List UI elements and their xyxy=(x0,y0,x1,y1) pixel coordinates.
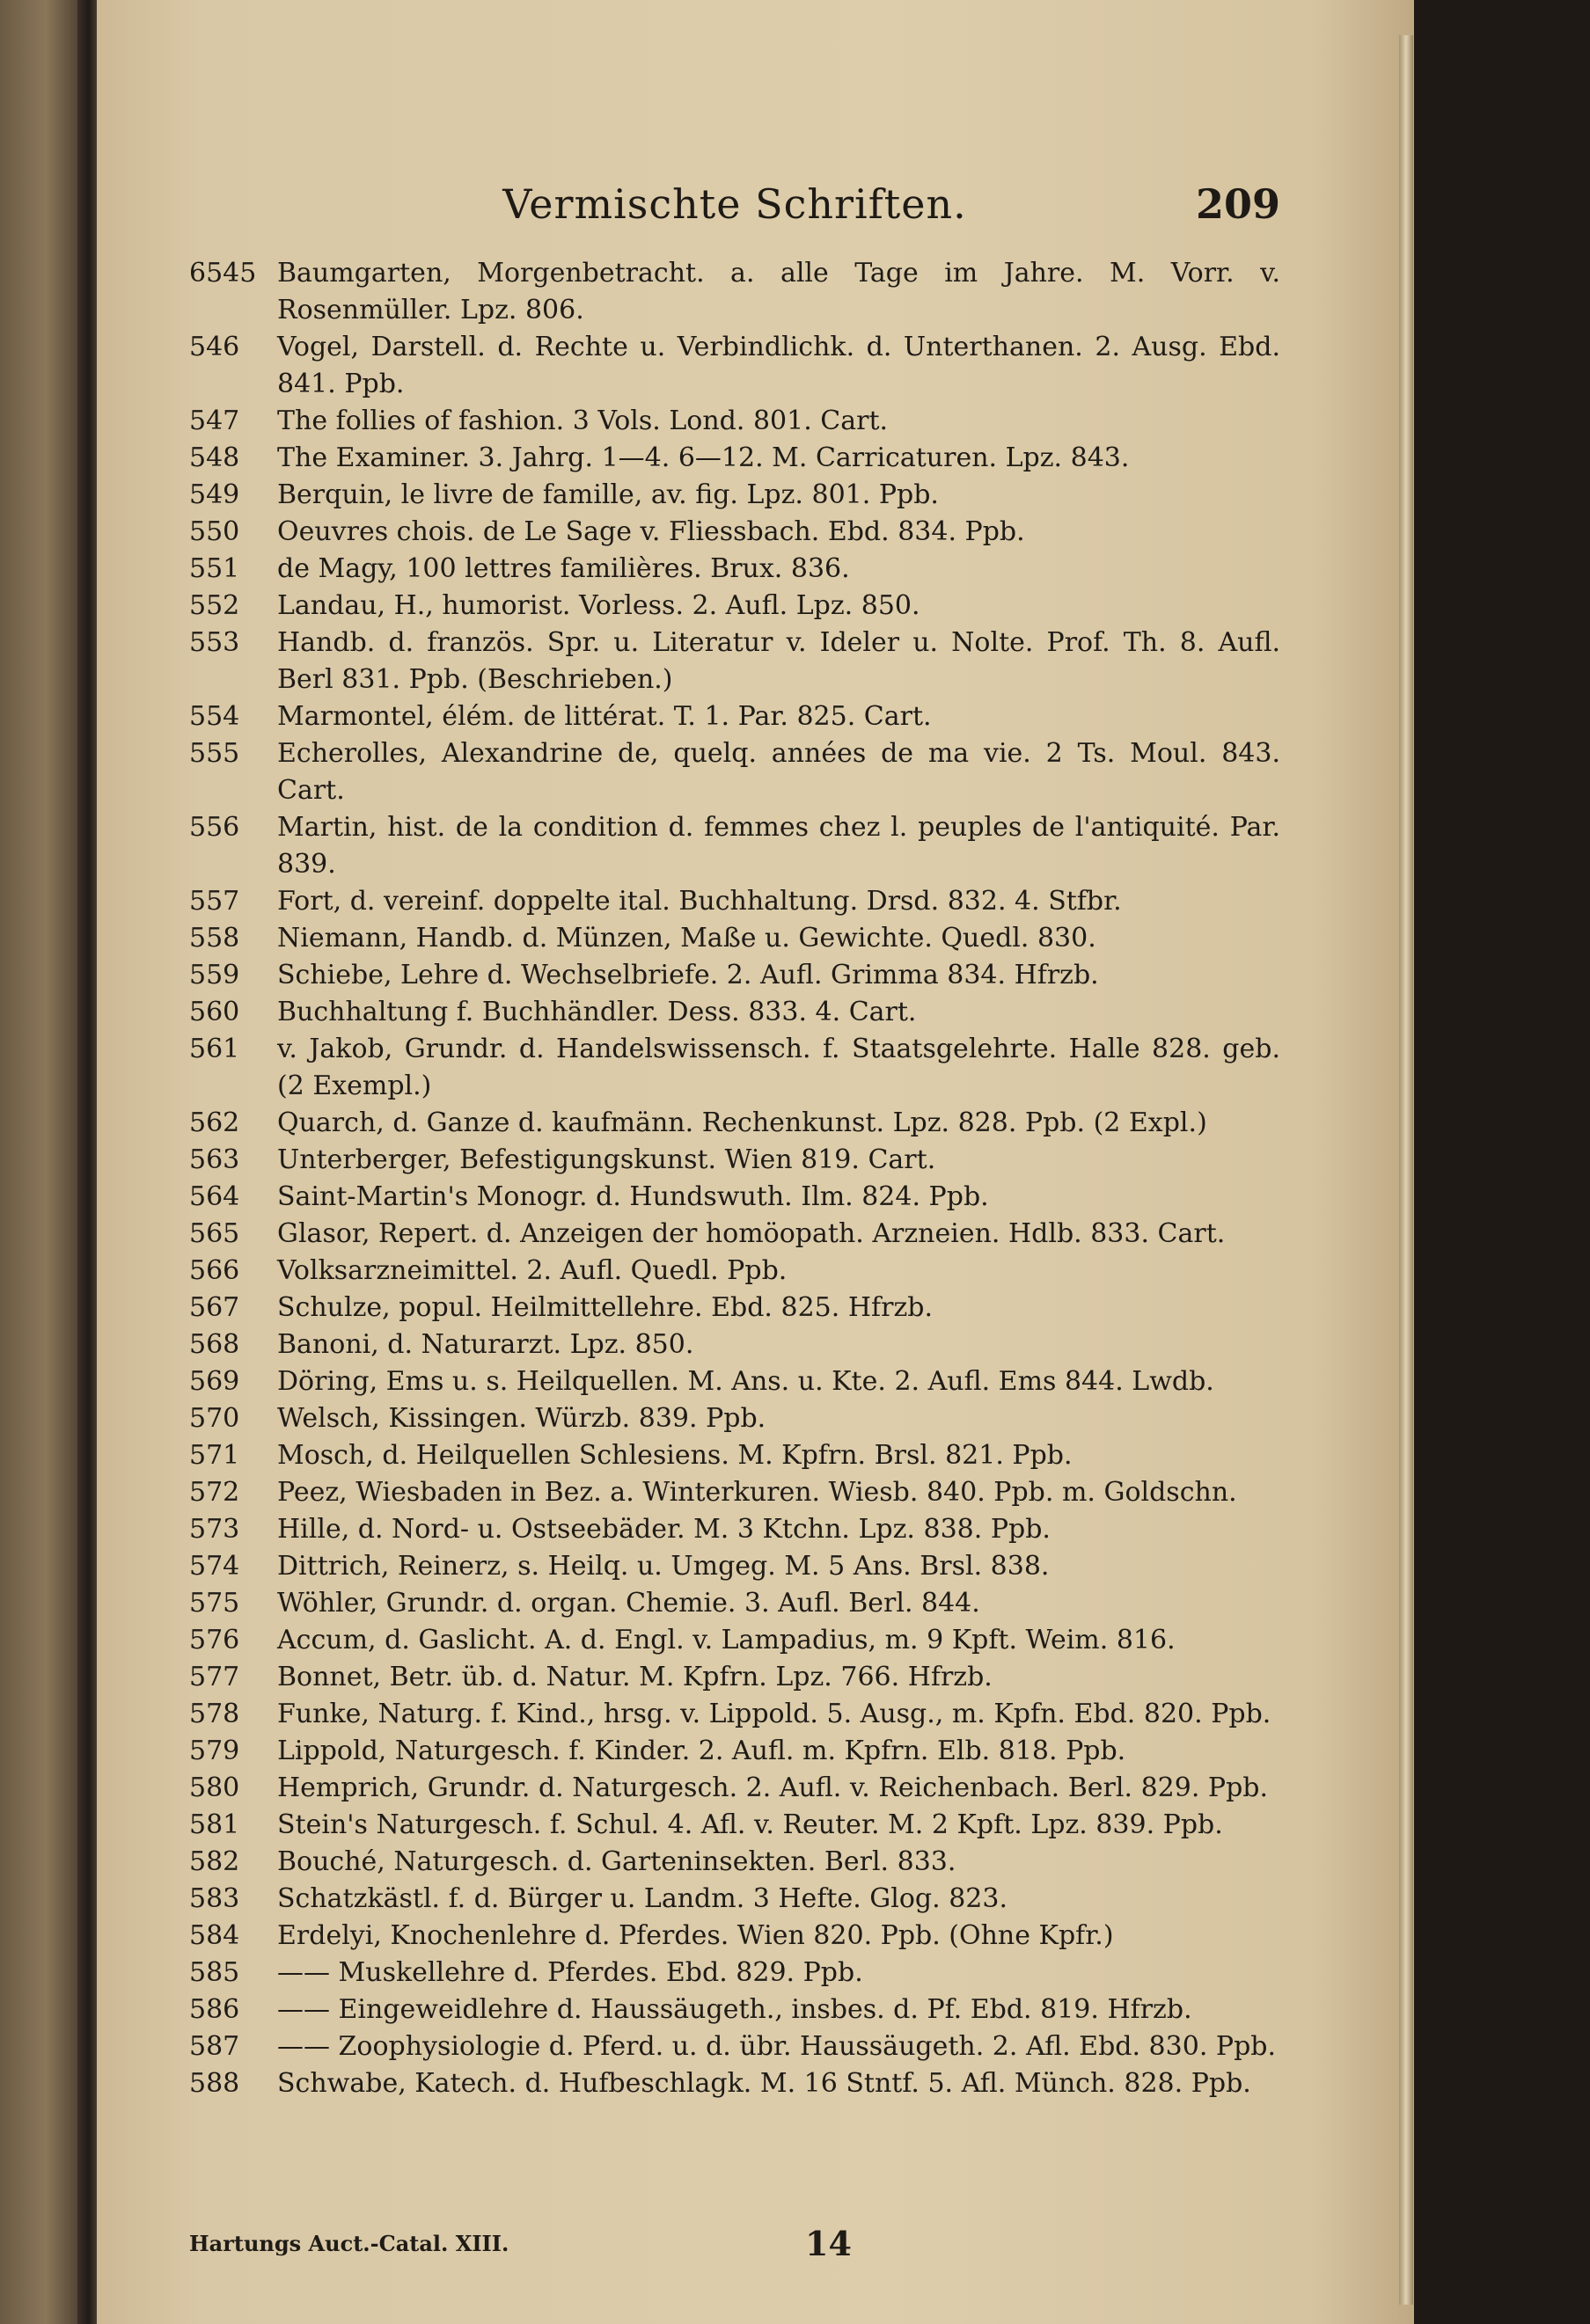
catalog-entry xyxy=(189,1918,1280,1955)
catalog-entry xyxy=(189,1622,1280,1659)
catalog-entry xyxy=(189,440,1280,477)
entry-number: 549 xyxy=(189,479,240,510)
catalog-entry xyxy=(189,994,1280,1031)
catalog-entry xyxy=(189,2065,1280,2102)
catalog-entry xyxy=(189,1142,1280,1179)
entry-number: 585 xyxy=(189,1957,240,1988)
entry-number: 566 xyxy=(189,1255,240,1286)
entry-number: 561 xyxy=(189,1034,240,1064)
catalog-entry xyxy=(189,1400,1280,1437)
entry-number: 577 xyxy=(189,1662,240,1692)
catalog-entry xyxy=(189,1105,1280,1142)
catalog-entry xyxy=(189,735,1280,809)
entry-text: Döring, Ems u. s. Heilquellen. M. Ans. u. Kte. 2. Aufl. Ems 844. Lwdb. xyxy=(277,1366,1214,1397)
entry-number: 573 xyxy=(189,1514,240,1545)
entry-number: 574 xyxy=(189,1551,240,1582)
catalog-entry xyxy=(189,1991,1280,2028)
catalog-entry xyxy=(189,1733,1280,1770)
catalog-entry xyxy=(189,1696,1280,1733)
catalog-entry xyxy=(189,403,1280,440)
page-header xyxy=(189,180,1280,242)
catalog-entry xyxy=(189,957,1280,994)
entry-number: 6545 xyxy=(189,258,257,289)
catalog-entry xyxy=(189,1881,1280,1918)
entry-number: 551 xyxy=(189,553,240,584)
entry-text: Banoni, d. Naturarzt. Lpz. 850. xyxy=(277,1329,694,1360)
entry-number: 572 xyxy=(189,1477,240,1508)
entry-text: Unterberger, Befestigungskunst. Wien 819. Cart. xyxy=(277,1144,936,1175)
entry-number: 552 xyxy=(189,590,240,621)
entry-text: v. Jakob, Grundr. d. Handelswissensch. f. Staatsgelehrte. Halle 828. geb. (2 Exempl.) xyxy=(277,1034,1280,1101)
catalog-entry xyxy=(189,2028,1280,2065)
catalog-entry xyxy=(189,1216,1280,1253)
entry-number: 583 xyxy=(189,1883,240,1914)
entry-text: Mosch, d. Heilquellen Schlesiens. M. Kpfrn. Brsl. 821. Ppb. xyxy=(277,1440,1073,1471)
catalog-entry xyxy=(189,1290,1280,1326)
entry-number: 575 xyxy=(189,1588,240,1619)
entry-number: 588 xyxy=(189,2068,240,2099)
entry-text: de Magy, 100 lettres familières. Brux. 836. xyxy=(277,553,850,584)
catalog-entry xyxy=(189,1326,1280,1363)
entry-text: Marmontel, élém. de littérat. T. 1. Par. 825. Cart. xyxy=(277,701,932,732)
entry-number: 580 xyxy=(189,1772,240,1803)
catalog-entry xyxy=(189,1955,1280,1991)
catalog-entry xyxy=(189,809,1280,883)
entry-number: 554 xyxy=(189,701,240,732)
entry-number: 558 xyxy=(189,923,240,954)
entry-text: Schatzkästl. f. d. Bürger u. Landm. 3 Hefte. Glog. 823. xyxy=(277,1883,1007,1914)
entry-text: Buchhaltung f. Buchhändler. Dess. 833. 4. Cart. xyxy=(277,997,917,1027)
catalog-entry xyxy=(189,1253,1280,1290)
entry-number: 586 xyxy=(189,1994,240,2025)
entry-number: 547 xyxy=(189,406,240,436)
catalog-entry xyxy=(189,1770,1280,1807)
entry-text: Schulze, popul. Heilmittellehre. Ebd. 825. Hfrzb. xyxy=(277,1292,933,1323)
entry-text: Bouché, Naturgesch. d. Garteninsekten. Berl. 833. xyxy=(277,1846,956,1877)
entry-text: Accum, d. Gaslicht. A. d. Engl. v. Lampadius, m. 9 Kpft. Weim. 816. xyxy=(277,1625,1176,1655)
catalog-entry xyxy=(189,477,1280,514)
catalog-entries xyxy=(189,255,1280,2102)
entry-number: 559 xyxy=(189,960,240,990)
catalog-entry xyxy=(189,1511,1280,1548)
entry-text: Schiebe, Lehre d. Wechselbriefe. 2. Aufl. Grimma 834. Hfrzb. xyxy=(277,960,1099,990)
entry-text: The Examiner. 3. Jahrg. 1—4. 6—12. M. Carricaturen. Lpz. 843. xyxy=(277,442,1130,473)
entry-text: Echerolles, Alexandrine de, quelq. années de ma vie. 2 Ts. Moul. 843. Cart. xyxy=(277,738,1280,806)
left-page-edge xyxy=(0,0,84,2324)
entry-number: 555 xyxy=(189,738,240,769)
entry-text: Handb. d. französ. Spr. u. Literatur v. Ideler u. Nolte. Prof. Th. 8. Aufl. Berl 831. Ppb. (Beschrieben.) xyxy=(277,627,1280,695)
entry-number: 565 xyxy=(189,1218,240,1249)
catalog-entry xyxy=(189,1844,1280,1881)
entry-number: 546 xyxy=(189,332,240,362)
entry-text: Glasor, Repert. d. Anzeigen der homöopath. Arzneien. Hdlb. 833. Cart. xyxy=(277,1218,1226,1249)
entry-number: 587 xyxy=(189,2031,240,2062)
entry-number: 553 xyxy=(189,627,240,658)
entry-number: 571 xyxy=(189,1440,240,1471)
entry-text: Landau, H., humorist. Vorless. 2. Aufl. Lpz. 850. xyxy=(277,590,920,621)
entry-number: 564 xyxy=(189,1181,240,1212)
catalog-entry xyxy=(189,1807,1280,1844)
sheet-number: 14 xyxy=(805,2224,852,2263)
entry-text: Lippold, Naturgesch. f. Kinder. 2. Aufl. m. Kpfrn. Elb. 818. Ppb. xyxy=(277,1736,1126,1766)
entry-number: 569 xyxy=(189,1366,240,1397)
catalog-entry xyxy=(189,1585,1280,1622)
catalog-entry xyxy=(189,883,1280,920)
entry-text: Hille, d. Nord- u. Ostseebäder. M. 3 Ktchn. Lpz. 838. Ppb. xyxy=(277,1514,1051,1545)
entry-text: Oeuvres chois. de Le Sage v. Fliessbach. Ebd. 834. Ppb. xyxy=(277,516,1025,547)
entry-text: Wöhler, Grundr. d. organ. Chemie. 3. Aufl. Berl. 844. xyxy=(277,1588,980,1619)
catalog-entry xyxy=(189,698,1280,735)
catalog-entry xyxy=(189,551,1280,588)
entry-text: The follies of fashion. 3 Vols. Lond. 801. Cart. xyxy=(277,406,889,436)
entry-text: Stein's Naturgesch. f. Schul. 4. Afl. v. Reuter. M. 2 Kpft. Lpz. 839. Ppb. xyxy=(277,1809,1223,1840)
entry-number: 548 xyxy=(189,442,240,473)
entry-text: Quarch, d. Ganze d. kaufmänn. Rechenkunst. Lpz. 828. Ppb. (2 Expl.) xyxy=(277,1107,1207,1138)
entry-text: Fort, d. vereinf. doppelte ital. Buchhaltung. Drsd. 832. 4. Stfbr. xyxy=(277,886,1122,917)
catalog-entry xyxy=(189,1474,1280,1511)
entry-text: Berquin, le livre de famille, av. fig. Lpz. 801. Ppb. xyxy=(277,479,939,510)
entry-number: 576 xyxy=(189,1625,240,1655)
entry-text: Erdelyi, Knochenlehre d. Pferdes. Wien 820. Ppb. (Ohne Kpfr.) xyxy=(277,1920,1114,1951)
catalog-entry xyxy=(189,1179,1280,1216)
entry-number: 562 xyxy=(189,1107,240,1138)
catalog-entry xyxy=(189,514,1280,551)
entry-text: Martin, hist. de la condition d. femmes chez l. peuples de l'antiquité. Par. 839. xyxy=(277,812,1280,880)
catalog-entry xyxy=(189,1548,1280,1585)
entry-number: 556 xyxy=(189,812,240,843)
running-title: Vermischte Schriften. xyxy=(502,180,967,228)
entry-text: Funke, Naturg. f. Kind., hrsg. v. Lippold. 5. Ausg., m. Kpfn. Ebd. 820. Ppb. xyxy=(277,1699,1271,1729)
entry-text: Dittrich, Reinerz, s. Heilq. u. Umgeg. M. 5 Ans. Brsl. 838. xyxy=(277,1551,1050,1582)
entry-text: Baumgarten, Morgenbetracht. a. alle Tage im Jahre. M. Vorr. v. Rosenmüller. Lpz. 806. xyxy=(277,258,1280,325)
entry-text: —— Muskellehre d. Pferdes. Ebd. 829. Ppb. xyxy=(277,1957,863,1988)
catalog-entry xyxy=(189,1031,1280,1105)
entry-number: 582 xyxy=(189,1846,240,1877)
entry-text: Saint-Martin's Monogr. d. Hundswuth. Ilm. 824. Ppb. xyxy=(277,1181,989,1212)
entry-number: 563 xyxy=(189,1144,240,1175)
entry-text: —— Eingeweidlehre d. Haussäugeth., insbes. d. Pf. Ebd. 819. Hfrzb. xyxy=(277,1994,1192,2025)
entry-number: 570 xyxy=(189,1403,240,1434)
entry-number: 568 xyxy=(189,1329,240,1360)
signature-mark: Hartungs Auct.-Catal. XIII. xyxy=(189,2231,509,2256)
entry-text: Peez, Wiesbaden in Bez. a. Winterkuren. Wiesb. 840. Ppb. m. Goldschn. xyxy=(277,1477,1237,1508)
catalog-entry xyxy=(189,1659,1280,1696)
entry-number: 579 xyxy=(189,1736,240,1766)
catalog-entry xyxy=(189,255,1280,329)
entry-text: Schwabe, Katech. d. Hufbeschlagk. M. 16 Stntf. 5. Afl. Münch. 828. Ppb. xyxy=(277,2068,1251,2099)
entry-number: 584 xyxy=(189,1920,240,1951)
catalog-entry xyxy=(189,1437,1280,1474)
entry-text: Hemprich, Grundr. d. Naturgesch. 2. Aufl. v. Reichenbach. Berl. 829. Ppb. xyxy=(277,1772,1269,1803)
page-footer xyxy=(189,2224,1280,2276)
entry-text: —— Zoophysiologie d. Pferd. u. d. übr. Haussäugeth. 2. Afl. Ebd. 830. Ppb. xyxy=(277,2031,1277,2062)
entry-text: Volksarzneimittel. 2. Aufl. Quedl. Ppb. xyxy=(277,1255,788,1286)
catalog-entry xyxy=(189,588,1280,625)
page-number: 209 xyxy=(1195,180,1280,228)
entry-text: Niemann, Handb. d. Münzen, Maße u. Gewichte. Quedl. 830. xyxy=(277,923,1096,954)
background xyxy=(1414,0,1590,2324)
entry-number: 578 xyxy=(189,1699,240,1729)
entry-text: Vogel, Darstell. d. Rechte u. Verbindlichk. d. Unterthanen. 2. Ausg. Ebd. 841. Ppb. xyxy=(277,332,1280,399)
entry-number: 550 xyxy=(189,516,240,547)
catalog-entry xyxy=(189,329,1280,403)
catalog-entry xyxy=(189,920,1280,957)
entry-number: 557 xyxy=(189,886,240,917)
page-stack-edge xyxy=(1399,35,1413,2305)
catalog-entry xyxy=(189,1363,1280,1400)
entry-number: 581 xyxy=(189,1809,240,1840)
catalog-entry xyxy=(189,625,1280,698)
entry-text: Bonnet, Betr. üb. d. Natur. M. Kpfrn. Lpz. 766. Hfrzb. xyxy=(277,1662,993,1692)
entry-number: 567 xyxy=(189,1292,240,1323)
entry-text: Welsch, Kissingen. Würzb. 839. Ppb. xyxy=(277,1403,766,1434)
entry-number: 560 xyxy=(189,997,240,1027)
